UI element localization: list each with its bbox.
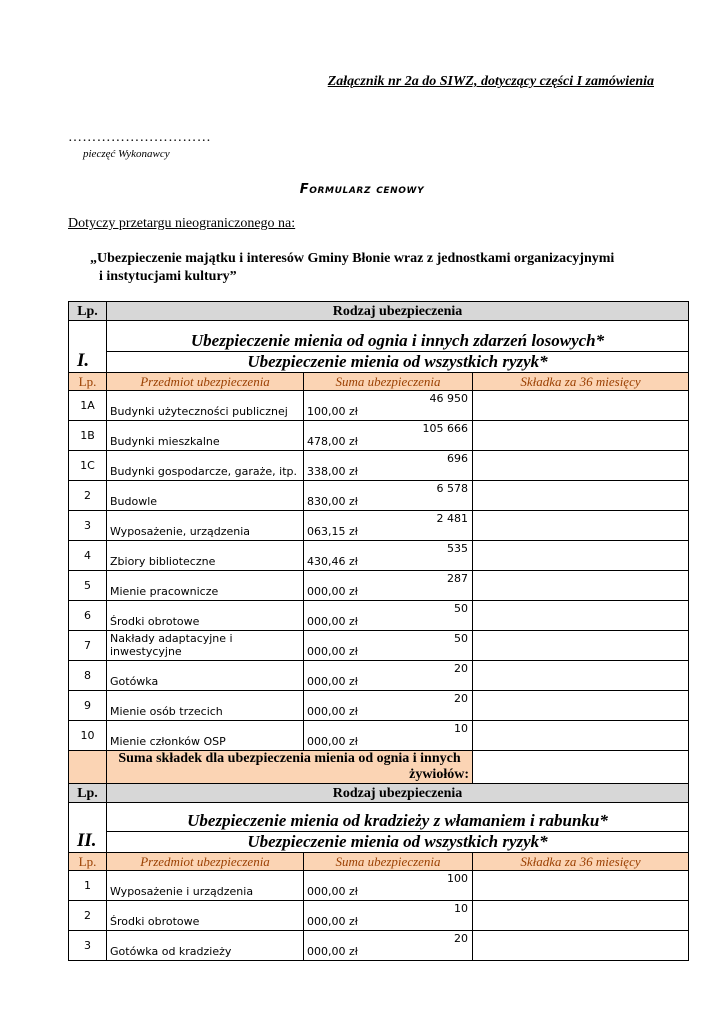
row-sum <box>304 571 473 601</box>
table-row <box>69 421 689 451</box>
table-row <box>69 451 689 481</box>
row-premium-input[interactable] <box>473 511 689 541</box>
table-row <box>69 601 689 631</box>
price-table <box>68 301 689 961</box>
row-premium-input[interactable] <box>473 481 689 511</box>
row-lp: 4 <box>69 541 107 571</box>
table-row <box>69 481 689 511</box>
stamp-label: pieczęć Wykonawcy <box>83 148 170 160</box>
row-sum <box>304 691 473 721</box>
row-sum <box>304 481 473 511</box>
col-lp: Lp. <box>69 853 107 871</box>
row-sum-bottom: 000,00 zł <box>307 615 358 628</box>
row-sum-bottom: 000,00 zł <box>307 675 358 688</box>
row-sum <box>304 511 473 541</box>
section2-title-row <box>69 803 689 832</box>
section1-total-input[interactable] <box>473 751 689 784</box>
row-lp: 9 <box>69 691 107 721</box>
section1-rows <box>69 391 689 751</box>
row-premium-input[interactable] <box>473 661 689 691</box>
row-subject: Gotówka <box>107 661 304 691</box>
row-sum-top: 100 <box>447 872 468 885</box>
col-premium: Składka za 36 miesięcy <box>473 853 689 871</box>
row-lp: 1B <box>69 421 107 451</box>
row-sum-top: 535 <box>447 542 468 555</box>
row-subject: Mienie pracownicze <box>107 571 304 601</box>
section1-column-header <box>69 373 689 391</box>
row-sum-bottom: 000,00 zł <box>307 945 358 958</box>
row-lp: 8 <box>69 661 107 691</box>
row-premium-input[interactable] <box>473 871 689 901</box>
section1-header-lp: Lp. <box>69 302 107 321</box>
row-lp: 10 <box>69 721 107 751</box>
section2-rows <box>69 871 689 961</box>
row-sum-top: 2 481 <box>436 512 468 525</box>
row-sum <box>304 721 473 751</box>
tender-subject-line1: „Ubezpieczenie majątku i interesów Gminy Błonie wraz z jednostkami organizacyjnymi <box>90 251 615 266</box>
row-sum-top: 20 <box>454 692 468 705</box>
section2-title2-row <box>69 832 689 853</box>
row-sum-top: 287 <box>447 572 468 585</box>
row-sum-bottom: 478,00 zł <box>307 435 358 448</box>
table-row <box>69 391 689 421</box>
row-sum-bottom: 000,00 zł <box>307 735 358 748</box>
row-subject: Wyposażenie i urządzenia <box>107 871 304 901</box>
row-premium-input[interactable] <box>473 391 689 421</box>
row-subject: Wyposażenie, urządzenia <box>107 511 304 541</box>
row-premium-input[interactable] <box>473 421 689 451</box>
row-lp: 2 <box>69 481 107 511</box>
row-sum-bottom: 000,00 zł <box>307 645 358 658</box>
row-premium-input[interactable] <box>473 541 689 571</box>
row-subject: Mienie osób trzecich <box>107 691 304 721</box>
attachment-heading: Załącznik nr 2a do SIWZ, dotyczący części I zamówienia <box>327 74 654 89</box>
table-row <box>69 901 689 931</box>
section1-total-label <box>107 751 473 784</box>
col-lp: Lp. <box>69 373 107 391</box>
row-subject: Mienie członków OSP <box>107 721 304 751</box>
tender-subject-line2: i instytucjami kultury” <box>99 269 237 284</box>
row-premium-input[interactable] <box>473 691 689 721</box>
row-lp: 1A <box>69 391 107 421</box>
row-sum-top: 20 <box>454 932 468 945</box>
row-premium-input[interactable] <box>473 451 689 481</box>
row-sum-top: 50 <box>454 632 468 645</box>
section2-title1: Ubezpieczenie mienia od kradzieży z włamaniem i rabunku* <box>107 803 689 832</box>
row-sum <box>304 601 473 631</box>
row-premium-input[interactable] <box>473 631 689 661</box>
col-subject: Przedmiot ubezpieczenia <box>107 853 304 871</box>
tender-line: Dotyczy przetargu nieograniczonego na: <box>68 216 296 231</box>
section1-header-row <box>69 302 689 321</box>
row-sum <box>304 541 473 571</box>
form-title: Formularz cenowy <box>299 182 425 197</box>
row-sum-bottom: 063,15 zł <box>307 525 358 538</box>
row-subject: Gotówka od kradzieży <box>107 931 304 961</box>
col-sum: Suma ubezpieczenia <box>304 853 473 871</box>
section1-total-row <box>69 751 689 784</box>
col-premium: Składka za 36 miesięcy <box>473 373 689 391</box>
stamp-placeholder-dots: ………………………… <box>68 130 211 145</box>
row-lp: 6 <box>69 601 107 631</box>
row-sum-top: 10 <box>454 722 468 735</box>
section1-title2-row <box>69 352 689 373</box>
section1-title1: Ubezpieczenie mienia od ognia i innych zdarzeń losowych* <box>107 321 689 352</box>
row-sum-bottom: 430,46 zł <box>307 555 358 568</box>
row-premium-input[interactable] <box>473 601 689 631</box>
row-sum <box>304 871 473 901</box>
col-sum: Suma ubezpieczenia <box>304 373 473 391</box>
row-premium-input[interactable] <box>473 571 689 601</box>
table-row <box>69 541 689 571</box>
row-sum-top: 20 <box>454 662 468 675</box>
row-sum <box>304 931 473 961</box>
table-row <box>69 721 689 751</box>
row-sum <box>304 421 473 451</box>
table-row <box>69 631 689 661</box>
row-lp: 3 <box>69 931 107 961</box>
table-row <box>69 691 689 721</box>
row-lp: 2 <box>69 901 107 931</box>
row-sum-top: 105 666 <box>422 422 468 435</box>
section1-title2: Ubezpieczenie mienia od wszystkich ryzyk* <box>107 352 689 373</box>
row-lp: 3 <box>69 511 107 541</box>
section2-header-lp: Lp. <box>69 784 107 803</box>
row-subject: Środki obrotowe <box>107 601 304 631</box>
table-row <box>69 871 689 901</box>
row-sum <box>304 661 473 691</box>
row-premium-input[interactable] <box>473 901 689 931</box>
row-lp: 1 <box>69 871 107 901</box>
table-row <box>69 931 689 961</box>
row-sum <box>304 631 473 661</box>
row-sum-bottom: 100,00 zł <box>307 405 358 418</box>
row-sum-top: 10 <box>454 902 468 915</box>
section2-header-row <box>69 784 689 803</box>
total-lp-cell <box>69 751 107 784</box>
section2-roman: II. <box>69 803 107 853</box>
row-sum-bottom: 830,00 zł <box>307 495 358 508</box>
section2-column-header <box>69 853 689 871</box>
row-subject: Środki obrotowe <box>107 901 304 931</box>
row-premium-input[interactable] <box>473 931 689 961</box>
row-sum-bottom: 000,00 zł <box>307 885 358 898</box>
section1-total-line1: Suma składek dla ubezpieczenia mienia od ognia i innych <box>118 751 461 766</box>
row-subject: Zbiory biblioteczne <box>107 541 304 571</box>
row-subject: Budowle <box>107 481 304 511</box>
table-row <box>69 511 689 541</box>
row-sum-top: 6 578 <box>436 482 468 495</box>
table-row <box>69 571 689 601</box>
row-sum <box>304 901 473 931</box>
row-subject: Budynki mieszkalne <box>107 421 304 451</box>
row-subject: Nakłady adaptacyjne i inwestycyjne <box>107 631 304 661</box>
section1-title-row <box>69 321 689 352</box>
row-sum-top: 696 <box>447 452 468 465</box>
row-sum <box>304 451 473 481</box>
section1-roman: I. <box>69 321 107 373</box>
row-lp: 5 <box>69 571 107 601</box>
row-sum-bottom: 000,00 zł <box>307 915 358 928</box>
row-sum-bottom: 000,00 zł <box>307 705 358 718</box>
row-premium-input[interactable] <box>473 721 689 751</box>
row-sum <box>304 391 473 421</box>
section2-title2: Ubezpieczenie mienia od wszystkich ryzyk* <box>107 832 689 853</box>
row-subject: Budynki użyteczności publicznej <box>107 391 304 421</box>
row-lp: 7 <box>69 631 107 661</box>
tender-subject <box>90 250 660 286</box>
row-sum-bottom: 000,00 zł <box>307 585 358 598</box>
section1-header-type: Rodzaj ubezpieczenia <box>107 302 689 321</box>
table-row <box>69 661 689 691</box>
row-sum-top: 50 <box>454 602 468 615</box>
section2-header-type: Rodzaj ubezpieczenia <box>107 784 689 803</box>
col-subject: Przedmiot ubezpieczenia <box>107 373 304 391</box>
section1-total-line2: żywiołów: <box>409 767 469 782</box>
row-sum-top: 46 950 <box>429 392 468 405</box>
row-subject: Budynki gospodarcze, garaże, itp. <box>107 451 304 481</box>
row-sum-bottom: 338,00 zł <box>307 465 358 478</box>
row-lp: 1C <box>69 451 107 481</box>
